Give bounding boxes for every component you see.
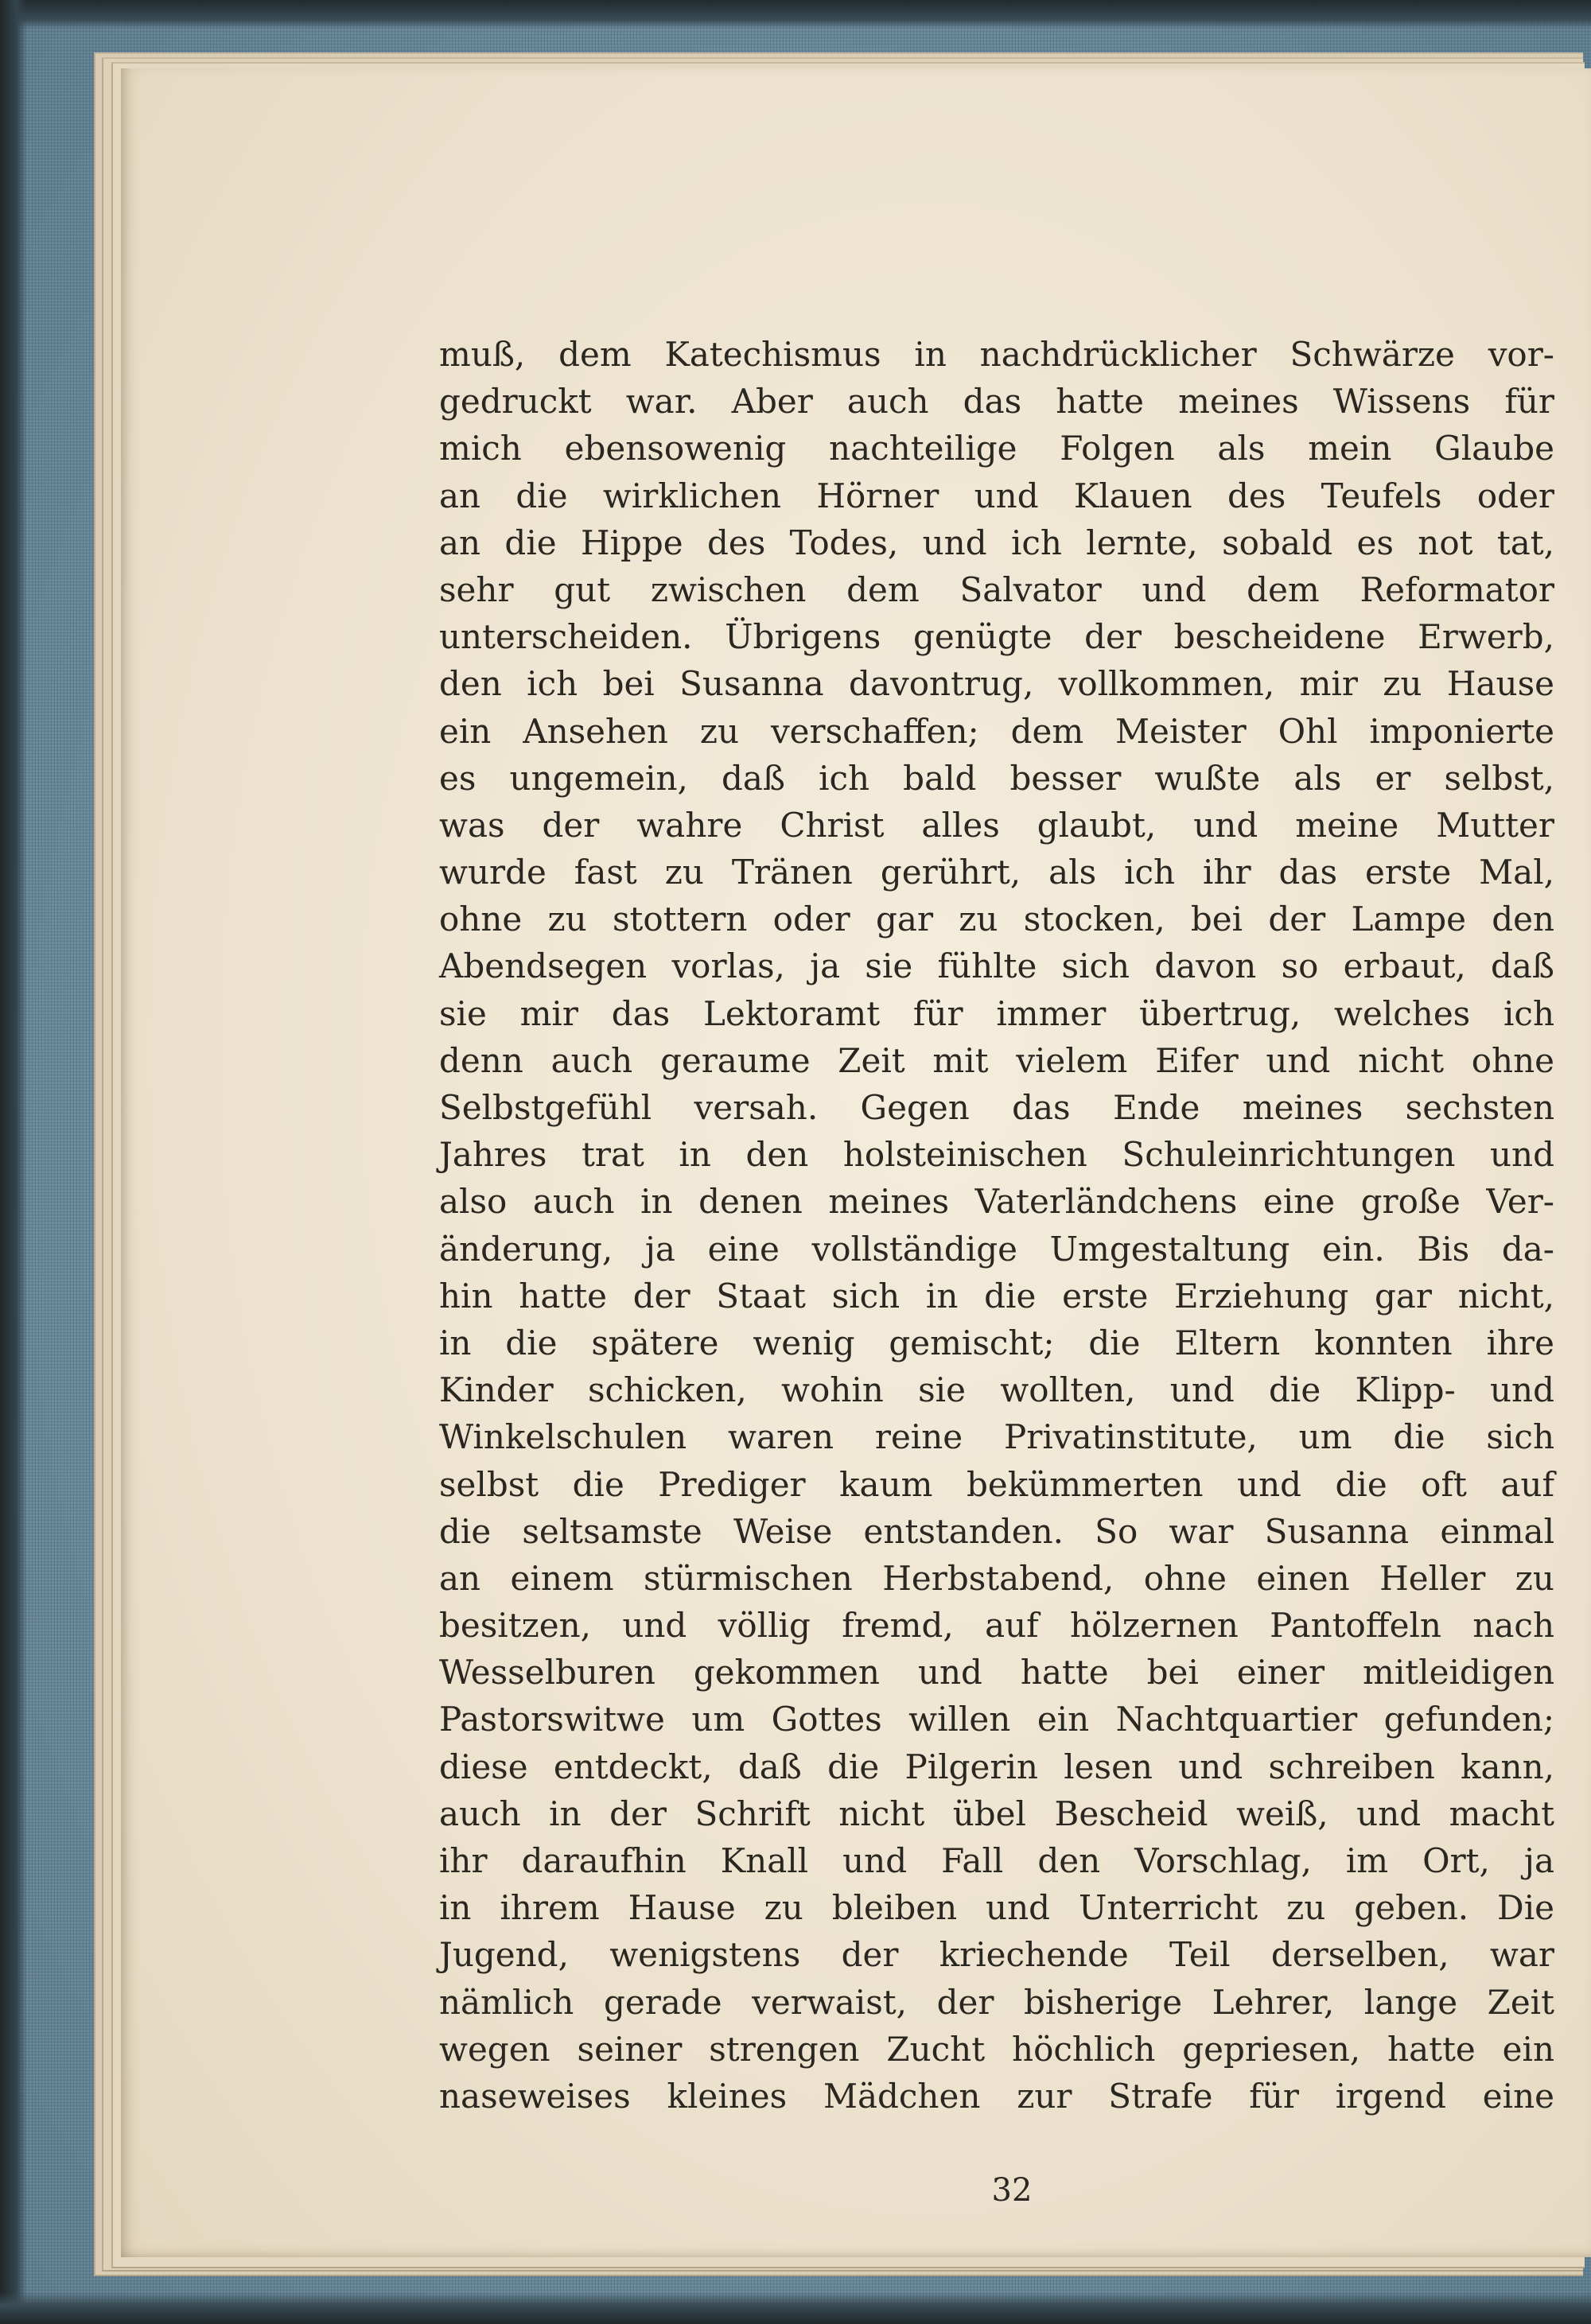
text-line: ohne zu stottern oder gar zu stocken, bei der Lampe den <box>439 900 1554 939</box>
page-number: 32 <box>991 2172 1033 2209</box>
text-line: wegen seiner strengen Zucht höchlich gepriesen, hatte ein <box>439 2029 1554 2069</box>
text-line: den ich bei Susanna davontrug, vollkommen, mir zu Hause <box>439 664 1554 704</box>
text-line: an einem stürmischen Herbstabend, ohne einen Heller zu <box>439 1558 1554 1598</box>
text-line: hin hatte der Staat sich in die erste Erziehung gar nicht, <box>439 1276 1554 1316</box>
text-line: Pastorswitwe um Gottes willen ein Nachtquartier gefunden; <box>439 1700 1554 1739</box>
text-line: Wesselburen gekommen und hatte bei einer mitleidigen <box>439 1653 1554 1692</box>
text-line: ihr daraufhin Knall und Fall den Vorschlag, im Ort, ja <box>439 1841 1554 1880</box>
text-line: unterscheiden. Übrigens genügte der bescheidene Erwerb, <box>439 617 1554 657</box>
text-line: gedruckt war. Aber auch das hatte meines Wissens für <box>439 382 1554 422</box>
text-line: Jahres trat in den holsteinischen Schuleinrichtungen und <box>439 1135 1554 1175</box>
text-line: Kinder schicken, wohin sie wollten, und die Klipp- und <box>439 1370 1554 1410</box>
text-line: Winkelschulen waren reine Privatinstitute, um die sich <box>439 1417 1554 1457</box>
text-line: was der wahre Christ alles glaubt, und meine Mutter <box>439 805 1554 845</box>
text-line: selbst die Prediger kaum bekümmerten und die oft auf <box>439 1464 1554 1504</box>
text-line: sie mir das Lektoramt für immer übertrug, welches ich <box>439 993 1554 1033</box>
text-line: nämlich gerade verwaist, der bisherige Lehrer, lange Zeit <box>439 1982 1554 2022</box>
text-line: Abendsegen vorlas, ja sie fühlte sich davon so erbaut, daß <box>439 946 1554 986</box>
text-line: sehr gut zwischen dem Salvator und dem Reformator <box>439 569 1554 609</box>
text-line: wurde fast zu Tränen gerührt, als ich ihr das erste Mal, <box>439 853 1554 892</box>
text-line: in ihrem Hause zu bleiben und Unterricht zu geben. Die <box>439 1888 1554 1928</box>
cover-left-edge <box>0 0 27 2324</box>
text-line: Jugend, wenigstens der kriechende Teil derselben, war <box>439 1935 1554 1975</box>
text-line: Selbstgefühl versah. Gegen das Ende meines sechsten <box>439 1088 1554 1127</box>
text-line: also auch in denen meines Vaterländchens eine große Ver- <box>439 1182 1554 1222</box>
text-line: diese entdeckt, daß die Pilgerin lesen und schreiben kann, <box>439 1747 1554 1786</box>
body-text <box>439 331 1554 2120</box>
text-line: mich ebensowenig nachteilige Folgen als mein Glaube <box>439 429 1554 468</box>
text-line: naseweises kleines Mädchen zur Strafe für irgend eine <box>439 2076 1554 2116</box>
text-line: in die spätere wenig gemischt; die Eltern konnten ihre <box>439 1323 1554 1362</box>
text-line: ein Ansehen zu verschaffen; dem Meister Ohl imponierte <box>439 711 1554 751</box>
cover-bottom-edge <box>0 2292 1591 2324</box>
text-line: muß, dem Katechismus in nachdrücklicher Schwärze vor- <box>439 335 1554 374</box>
text-line: die seltsamste Weise entstanden. So war Susanna einmal <box>439 1511 1554 1551</box>
text-line: änderung, ja eine vollständige Umgestaltung ein. Bis da- <box>439 1229 1554 1269</box>
book-page <box>121 68 1591 2257</box>
text-line: an die wirklichen Hörner und Klauen des Teufels oder <box>439 476 1554 515</box>
text-line: auch in der Schrift nicht übel Bescheid weiß, und macht <box>439 1794 1554 1833</box>
text-line: es ungemein, daß ich bald besser wußte als er selbst, <box>439 758 1554 798</box>
text-line: besitzen, und völlig fremd, auf hölzernen Pantoffeln nach <box>439 1606 1554 1646</box>
cover-top-edge <box>0 0 1591 29</box>
text-line: an die Hippe des Todes, und ich lernte, sobald es not tat, <box>439 523 1554 562</box>
text-line: denn auch geraume Zeit mit vielem Eifer und nicht ohne <box>439 1040 1554 1080</box>
